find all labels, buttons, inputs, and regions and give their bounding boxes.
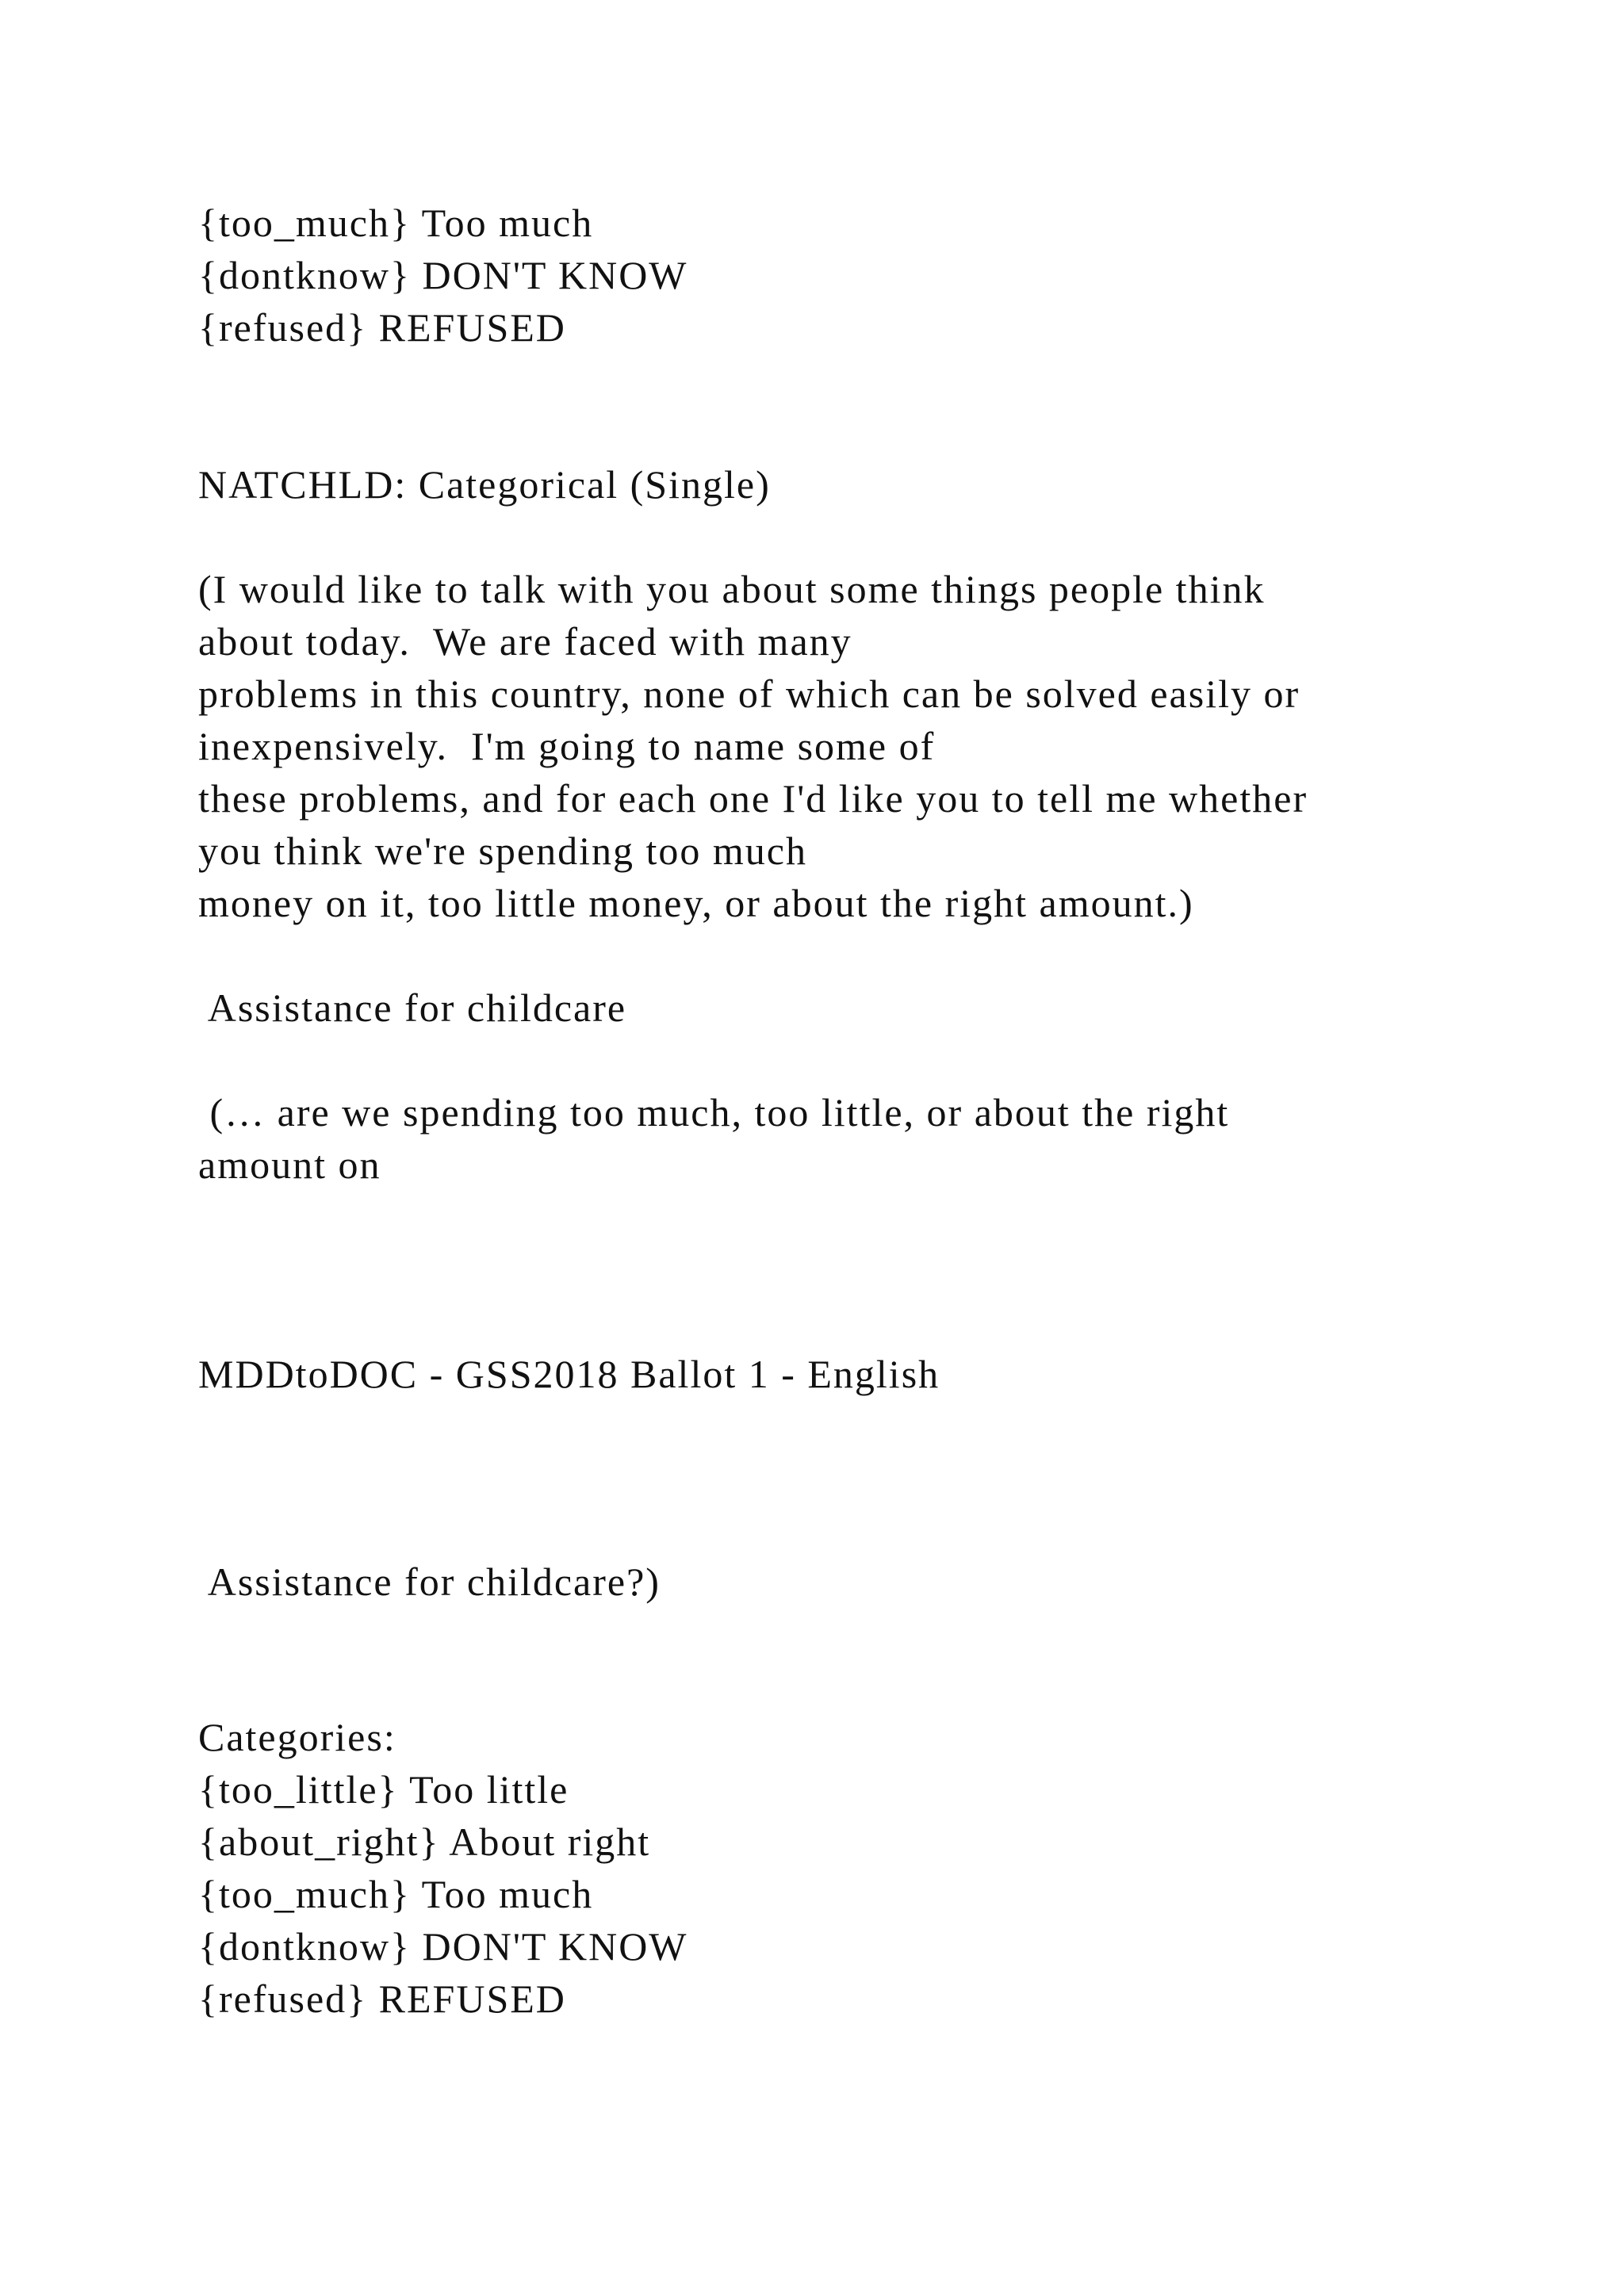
prompt-text-line: amount on — [198, 1142, 381, 1187]
category-option: {refused} REFUSED — [198, 305, 566, 350]
intro-text-line: these problems, and for each one I'd like you to tell me whether — [198, 776, 1308, 821]
prompt-text-line: (… are we spending too much, too little, or about the right — [198, 1090, 1230, 1135]
intro-text-line: money on it, too little money, or about the right amount.) — [198, 881, 1194, 925]
intro-text-line: inexpensively. I'm going to name some of — [198, 724, 936, 768]
category-option: {dontknow} DON'T KNOW — [198, 253, 688, 297]
category-option: {too_little} Too little — [198, 1767, 569, 1812]
intro-text-line: (I would like to talk with you about some things people think — [198, 567, 1266, 611]
page-footer: MDDtoDOC - GSS2018 Ballot 1 - English — [198, 1352, 940, 1396]
category-option: {about_right} About right — [198, 1820, 651, 1864]
category-option: {too_much} Too much — [198, 201, 594, 245]
category-option: {too_much} Too much — [198, 1872, 594, 1916]
intro-text-line: about today. We are faced with many — [198, 619, 852, 664]
intro-text-line: problems in this country, none of which can be solved easily or — [198, 672, 1300, 716]
item-label-question: Assistance for childcare?) — [198, 1559, 661, 1604]
intro-text-line: you think we're spending too much — [198, 828, 807, 873]
category-option: {refused} REFUSED — [198, 1976, 566, 2021]
question-header: NATCHLD: Categorical (Single) — [198, 462, 771, 507]
categories-heading: Categories: — [198, 1715, 396, 1759]
category-option: {dontknow} DON'T KNOW — [198, 1924, 688, 1969]
item-label: Assistance for childcare — [198, 985, 627, 1030]
